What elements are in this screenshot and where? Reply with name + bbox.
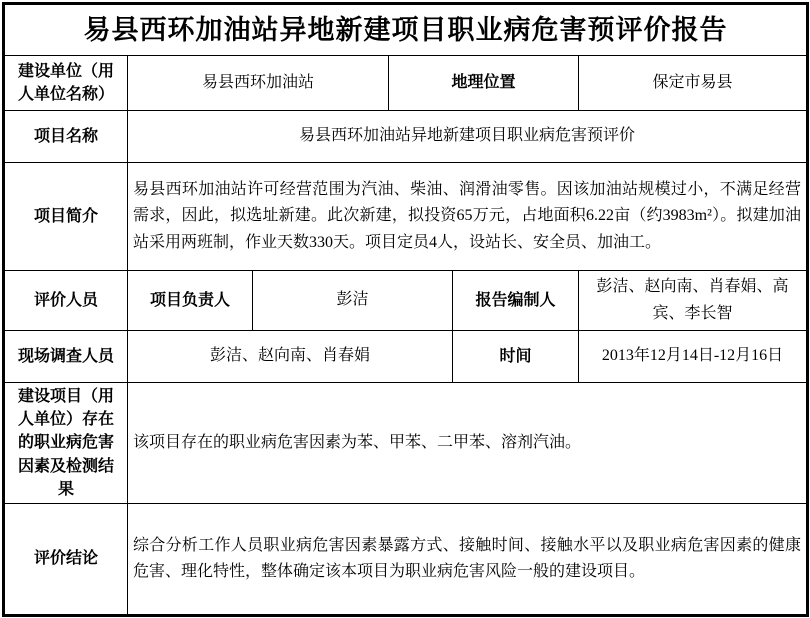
hazard-factors-row	[4, 383, 808, 504]
hazard-factors-value: 该项目存在的职业病危害因素为苯、甲苯、二甲苯、溶剂汽油。	[128, 383, 808, 504]
project-leader-value: 彭洁	[253, 271, 453, 331]
project-intro-row	[4, 163, 808, 271]
evaluation-staff-label: 评价人员	[4, 271, 128, 331]
page-title: 易县西环加油站异地新建项目职业病危害预评价报告	[4, 4, 808, 56]
hazard-factors-label: 建设项目（用人单位）存在的职业病危害因素及检测结果	[4, 383, 128, 504]
time-value: 2013年12月14日-12月16日	[579, 331, 808, 383]
conclusion-label: 评价结论	[4, 503, 128, 615]
report-compilers-label: 报告编制人	[453, 271, 579, 331]
time-label: 时间	[453, 331, 579, 383]
report-compilers-value: 彭洁、赵向南、肖春娟、高宾、李长智	[579, 271, 808, 331]
site-survey-label: 现场调查人员	[4, 331, 128, 383]
conclusion-row	[4, 503, 808, 615]
project-intro-value: 易县西环加油站许可经营范围为汽油、柴油、润滑油零售。因该加油站规模过小，不满足经营需求，因此，拟选址新建。此次新建，拟投资65万元，占地面积6.22亩（约3983m²）。拟建加油站采用两班制，作业天数330天。项目定员4人，设站长、安全员、加油工。	[128, 163, 808, 271]
project-name-label: 项目名称	[4, 111, 128, 163]
title-row	[4, 4, 808, 56]
project-intro-label: 项目简介	[4, 163, 128, 271]
project-name-value: 易县西环加油站异地新建项目职业病危害预评价	[128, 111, 808, 163]
site-survey-value: 彭洁、赵向南、肖春娟	[128, 331, 453, 383]
construction-unit-row	[4, 56, 808, 111]
location-value: 保定市易县	[579, 56, 808, 111]
construction-unit-label: 建设单位（用人单位名称）	[4, 56, 128, 111]
report-table	[2, 2, 809, 617]
conclusion-value: 综合分析工作人员职业病危害因素暴露方式、接触时间、接触水平以及职业病危害因素的健康危害、理化特性，整体确定该本项目为职业病危害风险一般的建设项目。	[128, 503, 808, 615]
evaluation-staff-row	[4, 271, 808, 331]
project-leader-label: 项目负责人	[128, 271, 253, 331]
project-name-row	[4, 111, 808, 163]
site-survey-row	[4, 331, 808, 383]
location-label: 地理位置	[389, 56, 579, 111]
construction-unit-value: 易县西环加油站	[128, 56, 389, 111]
